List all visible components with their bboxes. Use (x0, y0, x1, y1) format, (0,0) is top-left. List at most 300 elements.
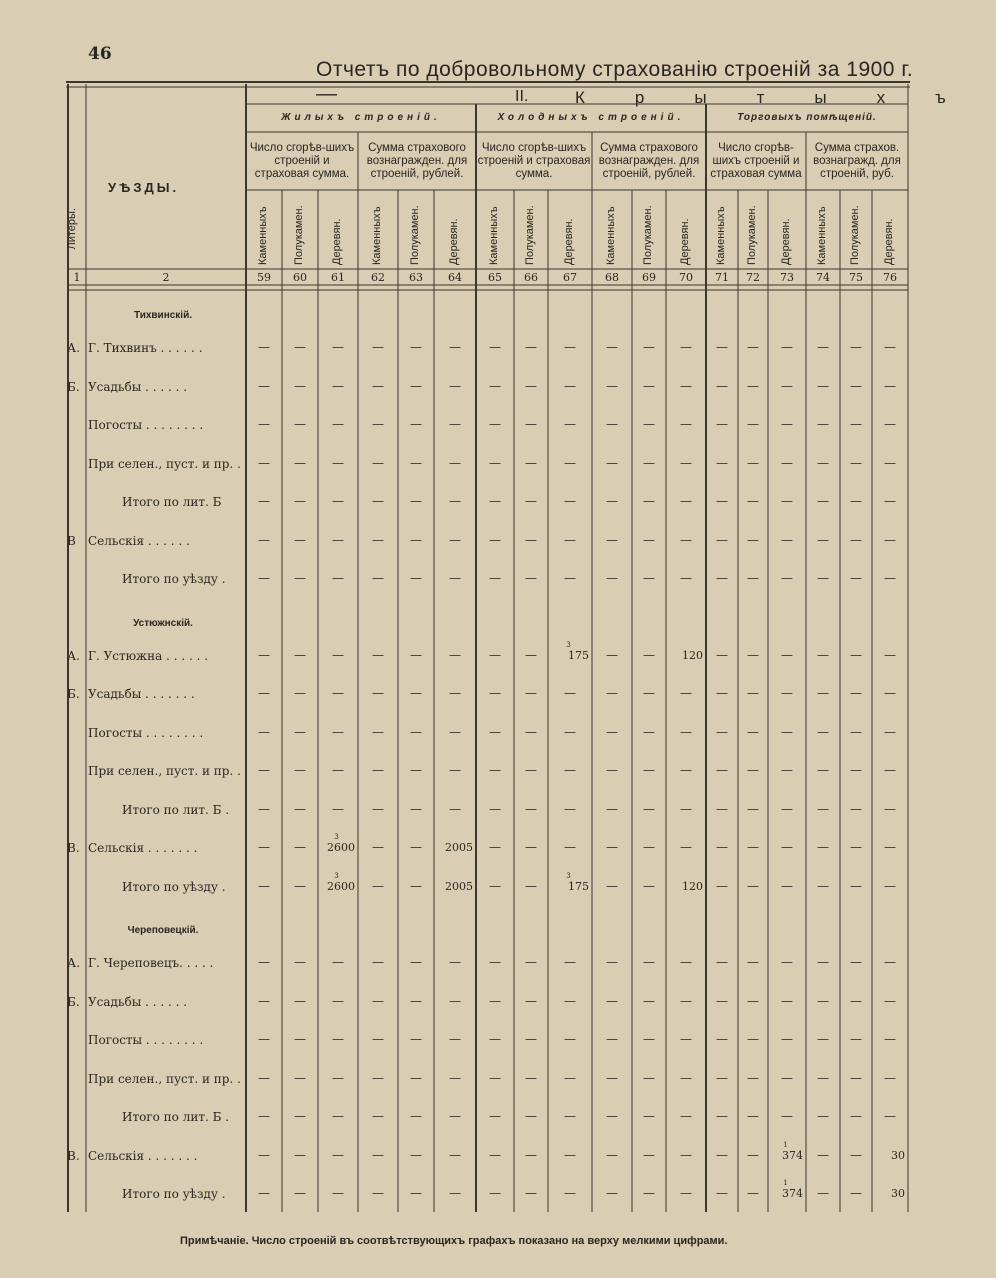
empty-cell-dash: — (564, 763, 576, 777)
empty-cell-dash: — (525, 378, 537, 393)
empty-cell-dash: — (817, 1186, 829, 1200)
row-letter: Б. (67, 994, 80, 1009)
empty-cell-dash: — (747, 993, 759, 1008)
empty-cell-dash: — (449, 417, 461, 431)
empty-cell-dash: — (294, 455, 306, 470)
empty-cell-dash: — (564, 571, 576, 585)
empty-cell-dash: — (489, 1070, 501, 1085)
empty-cell-dash: — (716, 378, 728, 393)
empty-cell-dash: — (332, 1186, 344, 1200)
empty-cell-dash: — (781, 571, 793, 585)
empty-cell-dash: — (372, 993, 384, 1008)
litery-header: Литеры. (66, 208, 78, 250)
empty-cell-dash: — (410, 801, 422, 816)
empty-cell-dash: — (606, 494, 618, 508)
empty-cell-dash: — (716, 1109, 728, 1123)
column-type: Полукамен. (409, 205, 421, 265)
row-label: При селен., пуст. и пр. . (88, 1071, 241, 1086)
empty-cell-dash: — (850, 494, 862, 508)
empty-cell-dash: — (606, 455, 618, 470)
empty-cell-dash: — (564, 1147, 576, 1162)
empty-cell-dash: — (564, 455, 576, 470)
empty-cell-dash: — (449, 763, 461, 777)
empty-cell-dash: — (643, 340, 655, 354)
empty-cell-dash: — (850, 340, 862, 354)
column-number: 61 (331, 271, 345, 284)
empty-cell-dash: — (294, 763, 306, 777)
empty-cell-dash: — (716, 993, 728, 1008)
empty-cell-dash: — (372, 840, 384, 854)
empty-cell-dash: — (817, 1070, 829, 1085)
empty-cell-dash: — (884, 955, 896, 969)
empty-cell-dash: — (884, 494, 896, 508)
empty-cell-dash: — (489, 801, 501, 816)
empty-cell-dash: — (372, 1147, 384, 1162)
empty-cell-dash: — (258, 571, 270, 585)
empty-cell-dash: — (294, 724, 306, 739)
empty-cell-dash: — (332, 993, 344, 1008)
empty-cell-dash: — (781, 494, 793, 508)
empty-cell-dash: — (564, 378, 576, 393)
cell-value: 30 (891, 1148, 905, 1162)
empty-cell-dash: — (680, 686, 692, 700)
empty-cell-dash: — (680, 340, 692, 354)
empty-cell-dash: — (564, 340, 576, 354)
empty-cell-dash: — (884, 1070, 896, 1085)
empty-cell-dash: — (781, 647, 793, 662)
empty-cell-dash: — (850, 993, 862, 1008)
empty-cell-dash: — (817, 840, 829, 854)
empty-cell-dash: — (884, 993, 896, 1008)
empty-cell-dash: — (525, 840, 537, 854)
empty-cell-dash: — (680, 763, 692, 777)
empty-cell-dash: — (410, 955, 422, 969)
empty-cell-dash: — (332, 340, 344, 354)
empty-cell-dash: — (294, 1186, 306, 1200)
row-label: Усадьбы . . . . . . (88, 379, 188, 394)
empty-cell-dash: — (294, 686, 306, 700)
empty-cell-dash: — (489, 532, 501, 547)
empty-cell-dash: — (716, 494, 728, 508)
empty-cell-dash: — (643, 571, 655, 585)
empty-cell-dash: — (680, 1186, 692, 1200)
column-number: 68 (605, 271, 619, 284)
column-type: Каменныхъ (605, 206, 617, 265)
empty-cell-dash: — (850, 455, 862, 470)
empty-cell-dash: — (410, 1032, 422, 1046)
empty-cell-dash: — (781, 686, 793, 700)
row-letter: А. (67, 648, 80, 663)
empty-cell-dash: — (850, 532, 862, 547)
empty-cell-dash: — (372, 878, 384, 893)
empty-cell-dash: — (489, 455, 501, 470)
empty-cell-dash: — (716, 417, 728, 431)
row-label: Итого по лит. Б . (122, 1110, 230, 1124)
empty-cell-dash: — (410, 647, 422, 662)
empty-cell-dash: — (884, 724, 896, 739)
row-label: Г. Устюжна . . . . . . (88, 648, 209, 663)
empty-cell-dash: — (489, 1186, 501, 1200)
empty-cell-dash: — (372, 1032, 384, 1046)
empty-cell-dash: — (564, 1109, 576, 1123)
empty-cell-dash: — (489, 494, 501, 508)
empty-cell-dash: — (680, 724, 692, 739)
empty-cell-dash: — (850, 1032, 862, 1046)
empty-cell-dash: — (747, 1147, 759, 1162)
empty-cell-dash: — (372, 1186, 384, 1200)
empty-cell-dash: — (850, 763, 862, 777)
empty-cell-dash: — (410, 340, 422, 354)
uezdy-header: УѢЗДЫ. (108, 180, 180, 195)
empty-cell-dash: — (449, 1032, 461, 1046)
empty-cell-dash: — (332, 763, 344, 777)
empty-cell-dash: — (817, 686, 829, 700)
cell-value: 30 (891, 1187, 905, 1200)
column-number: 73 (780, 271, 794, 284)
empty-cell-dash: — (884, 801, 896, 816)
column-number: 69 (642, 271, 656, 284)
empty-cell-dash: — (525, 801, 537, 816)
empty-cell-dash: — (525, 724, 537, 739)
empty-cell-dash: — (817, 763, 829, 777)
empty-cell-dash: — (372, 494, 384, 508)
empty-cell-dash: — (489, 686, 501, 700)
empty-cell-dash: — (643, 840, 655, 854)
row-label: Г. Череповецъ. . . . . (88, 956, 214, 970)
cell-value: 2005 (445, 879, 473, 893)
empty-cell-dash: — (850, 801, 862, 816)
row-letter: А. (67, 956, 80, 970)
column-number: 71 (715, 271, 729, 284)
empty-cell-dash: — (564, 724, 576, 739)
empty-cell-dash: — (372, 571, 384, 585)
empty-cell-dash: — (489, 378, 501, 393)
footnote: Примѣчаніе. Число строеній въ соотвѣтствующихъ графахъ показано на верху мелкими цифрами. (180, 1235, 728, 1247)
empty-cell-dash: — (817, 955, 829, 969)
empty-cell-dash: — (850, 647, 862, 662)
empty-cell-dash: — (747, 955, 759, 969)
empty-cell-dash: — (606, 763, 618, 777)
empty-cell-dash: — (781, 955, 793, 969)
empty-cell-dash: — (525, 993, 537, 1008)
empty-cell-dash: — (294, 378, 306, 393)
empty-cell-dash: — (294, 1032, 306, 1046)
empty-cell-dash: — (258, 993, 270, 1008)
empty-cell-dash: — (643, 724, 655, 739)
empty-cell-dash: — (525, 455, 537, 470)
empty-cell-dash: — (294, 417, 306, 431)
empty-cell-dash: — (606, 532, 618, 547)
empty-cell-dash: — (525, 878, 537, 893)
empty-cell-dash: — (747, 801, 759, 816)
column-number: 67 (563, 271, 577, 284)
empty-cell-dash: — (850, 1186, 862, 1200)
empty-cell-dash: — (449, 455, 461, 470)
column-type: Каменныхъ (488, 206, 500, 265)
district-name: Череповецкій. (127, 925, 199, 936)
empty-cell-dash: — (716, 840, 728, 854)
empty-cell-dash: — (372, 417, 384, 431)
empty-cell-dash: — (564, 955, 576, 969)
empty-cell-dash: — (781, 532, 793, 547)
empty-cell-dash: — (781, 378, 793, 393)
column-type: Полукамен. (849, 205, 861, 265)
row-label: Сельскія . . . . . . . (88, 841, 198, 855)
district-name: Тихвинскій. (133, 310, 193, 321)
empty-cell-dash: — (332, 455, 344, 470)
row-letter: В. (67, 1148, 80, 1163)
cell-value: 1 374 (782, 1179, 803, 1200)
empty-cell-dash: — (489, 993, 501, 1008)
cell-value: 3 2600 (327, 833, 355, 854)
column-number: 75 (849, 271, 863, 284)
empty-cell-dash: — (332, 1070, 344, 1085)
empty-cell-dash: — (817, 724, 829, 739)
empty-cell-dash: — (680, 1147, 692, 1162)
empty-cell-dash: — (884, 571, 896, 585)
empty-cell-dash: — (643, 1070, 655, 1085)
empty-cell-dash: — (781, 993, 793, 1008)
empty-cell-dash: — (643, 532, 655, 547)
empty-cell-dash: — (643, 763, 655, 777)
empty-cell-dash: — (489, 571, 501, 585)
empty-cell-dash: — (643, 417, 655, 431)
empty-cell-dash: — (258, 340, 270, 354)
empty-cell-dash: — (564, 1070, 576, 1085)
column-type: Деревян. (563, 218, 575, 265)
empty-cell-dash: — (716, 340, 728, 354)
empty-cell-dash: — (747, 378, 759, 393)
empty-cell-dash: — (817, 1032, 829, 1046)
empty-cell-dash: — (817, 494, 829, 508)
empty-cell-dash: — (643, 494, 655, 508)
cell-value: 1 374 (782, 1140, 803, 1162)
empty-cell-dash: — (716, 1147, 728, 1162)
empty-cell-dash: — (884, 840, 896, 854)
subgroup-title: Сумма страхов. вознагражд. для строеній, руб. (813, 142, 901, 180)
empty-cell-dash: — (449, 1147, 461, 1162)
empty-cell-dash: — (716, 571, 728, 585)
empty-cell-dash: — (489, 1109, 501, 1123)
empty-cell-dash: — (294, 1070, 306, 1085)
empty-cell-dash: — (489, 340, 501, 354)
empty-cell-dash: — (850, 686, 862, 700)
empty-cell-dash: — (449, 647, 461, 662)
row-label: Итого по лит. Б (122, 495, 222, 509)
empty-cell-dash: — (850, 840, 862, 854)
empty-cell-dash: — (747, 686, 759, 700)
empty-cell-dash: — (449, 801, 461, 816)
column-number: 60 (293, 271, 307, 284)
empty-cell-dash: — (747, 1186, 759, 1200)
empty-cell-dash: — (410, 532, 422, 547)
empty-cell-dash: — (747, 1070, 759, 1085)
empty-cell-dash: — (294, 878, 306, 893)
empty-cell-dash: — (850, 378, 862, 393)
empty-cell-dash: — (258, 840, 270, 854)
row-letter: В (67, 533, 76, 548)
column-number: 72 (746, 271, 760, 284)
empty-cell-dash: — (410, 1186, 422, 1200)
empty-cell-dash: — (332, 955, 344, 969)
empty-cell-dash: — (489, 1147, 501, 1162)
empty-cell-dash: — (258, 686, 270, 700)
empty-cell-dash: — (643, 647, 655, 662)
empty-cell-dash: — (449, 571, 461, 585)
empty-cell-dash: — (716, 724, 728, 739)
empty-cell-dash: — (294, 571, 306, 585)
empty-cell-dash: — (606, 724, 618, 739)
empty-cell-dash: — (332, 378, 344, 393)
empty-cell-dash: — (525, 686, 537, 700)
empty-cell-dash: — (489, 878, 501, 893)
empty-cell-dash: — (410, 1070, 422, 1085)
cell-value: 3 2600 (327, 871, 355, 893)
empty-cell-dash: — (564, 532, 576, 547)
empty-cell-dash: — (449, 724, 461, 739)
row-label: Г. Тихвинъ . . . . . . (88, 341, 203, 355)
empty-cell-dash: — (449, 378, 461, 393)
empty-cell-dash: — (884, 455, 896, 470)
empty-cell-dash: — (372, 1109, 384, 1123)
empty-cell-dash: — (817, 993, 829, 1008)
empty-cell-dash: — (372, 378, 384, 393)
empty-cell-dash: — (258, 763, 270, 777)
empty-cell-dash: — (525, 647, 537, 662)
empty-cell-dash: — (410, 840, 422, 854)
empty-cell-dash: — (332, 801, 344, 816)
empty-cell-dash: — (747, 494, 759, 508)
empty-cell-dash: — (643, 455, 655, 470)
cell-value: 2005 (445, 841, 473, 854)
empty-cell-dash: — (449, 532, 461, 547)
row-letter: Б. (67, 687, 80, 701)
empty-cell-dash: — (372, 532, 384, 547)
empty-cell-dash: — (817, 455, 829, 470)
empty-cell-dash: — (850, 1070, 862, 1085)
row-label: Погосты . . . . . . . . (88, 1033, 204, 1047)
section-number: II. (515, 88, 529, 105)
empty-cell-dash: — (716, 801, 728, 816)
empty-cell-dash: — (372, 455, 384, 470)
empty-cell-dash: — (606, 571, 618, 585)
empty-cell-dash: — (606, 647, 618, 662)
subgroup-title: Сумма страхового вознагражден. для строеній, рублей. (366, 142, 468, 180)
empty-cell-dash: — (410, 455, 422, 470)
column-type: Деревян. (883, 218, 895, 265)
empty-cell-dash: — (716, 878, 728, 893)
subgroup-title: Сумма страхового вознагражден. для строеній, рублей. (598, 142, 700, 180)
empty-cell-dash: — (817, 1109, 829, 1123)
column-type: Каменныхъ (816, 206, 828, 265)
empty-cell-dash: — (747, 763, 759, 777)
empty-cell-dash: — (680, 571, 692, 585)
empty-cell-dash: — (564, 417, 576, 431)
empty-cell-dash: — (258, 455, 270, 470)
column-type: Полукамен. (746, 205, 758, 265)
empty-cell-dash: — (884, 878, 896, 893)
empty-cell-dash: — (643, 1109, 655, 1123)
empty-cell-dash: — (294, 955, 306, 969)
empty-cell-dash: — (643, 878, 655, 893)
column-number: 63 (409, 271, 423, 284)
empty-cell-dash: — (606, 1070, 618, 1085)
empty-cell-dash: — (258, 724, 270, 739)
empty-cell-dash: — (606, 686, 618, 700)
column-type: Каменныхъ (257, 206, 269, 265)
empty-cell-dash: — (410, 494, 422, 508)
empty-cell-dash: — (747, 1032, 759, 1046)
empty-cell-dash: — (606, 801, 618, 816)
empty-cell-dash: — (489, 417, 501, 431)
empty-cell-dash: — (643, 1032, 655, 1046)
empty-cell-dash: — (884, 532, 896, 547)
cell-value: 3 175 (566, 871, 589, 893)
cell-value: 120 (682, 879, 703, 893)
empty-cell-dash: — (884, 1109, 896, 1123)
empty-cell-dash: — (747, 878, 759, 893)
empty-cell-dash: — (449, 686, 461, 700)
empty-cell-dash: — (606, 955, 618, 969)
empty-cell-dash: — (884, 340, 896, 354)
empty-cell-dash: — (525, 1032, 537, 1046)
empty-cell-dash: — (817, 801, 829, 816)
empty-cell-dash: — (817, 878, 829, 893)
empty-cell-dash: — (258, 417, 270, 431)
empty-cell-dash: — (606, 993, 618, 1008)
empty-cell-dash: — (372, 763, 384, 777)
empty-cell-dash: — (525, 340, 537, 354)
empty-cell-dash: — (525, 1186, 537, 1200)
empty-cell-dash: — (716, 455, 728, 470)
subgroup-title: Число сгорѣв-шихъ строеній и страховая сумма (710, 142, 802, 180)
row-label: Итого по лит. Б . (122, 802, 230, 817)
empty-cell-dash: — (525, 1070, 537, 1085)
row-label: При селен., пуст. и пр. . (88, 764, 241, 778)
column-number: 66 (524, 271, 538, 284)
cell-value: 120 (682, 648, 703, 662)
empty-cell-dash: — (817, 647, 829, 662)
row-label: При селен., пуст. и пр. . (88, 456, 241, 471)
column-type: Деревян. (780, 218, 792, 265)
section-title: Крытыхъ (575, 88, 996, 107)
empty-cell-dash: — (258, 532, 270, 547)
empty-cell-dash: — (781, 763, 793, 777)
page-title: Отчетъ по добровольному страхованію строеній за 1900 г.— (316, 58, 914, 105)
empty-cell-dash: — (489, 1032, 501, 1046)
empty-cell-dash: — (489, 763, 501, 777)
empty-cell-dash: — (716, 763, 728, 777)
row-label: Сельскія . . . . . . . (88, 1148, 198, 1163)
empty-cell-dash: — (643, 1186, 655, 1200)
empty-cell-dash: — (850, 417, 862, 431)
empty-cell-dash: — (372, 1070, 384, 1085)
column-number: 62 (371, 271, 385, 284)
empty-cell-dash: — (747, 340, 759, 354)
empty-cell-dash: — (410, 686, 422, 700)
column-type: Полукамен. (293, 205, 305, 265)
row-label: Сельскія . . . . . . (88, 533, 190, 548)
column-type: Деревян. (331, 218, 343, 265)
empty-cell-dash: — (332, 1147, 344, 1162)
empty-cell-dash: — (294, 1109, 306, 1123)
empty-cell-dash: — (716, 532, 728, 547)
subgroup-title: Число сгорѣв-шихъ строеній и страховая сумма. (477, 142, 591, 180)
empty-cell-dash: — (606, 417, 618, 431)
column-type: Каменныхъ (371, 206, 383, 265)
empty-cell-dash: — (680, 1109, 692, 1123)
empty-cell-dash: — (294, 494, 306, 508)
